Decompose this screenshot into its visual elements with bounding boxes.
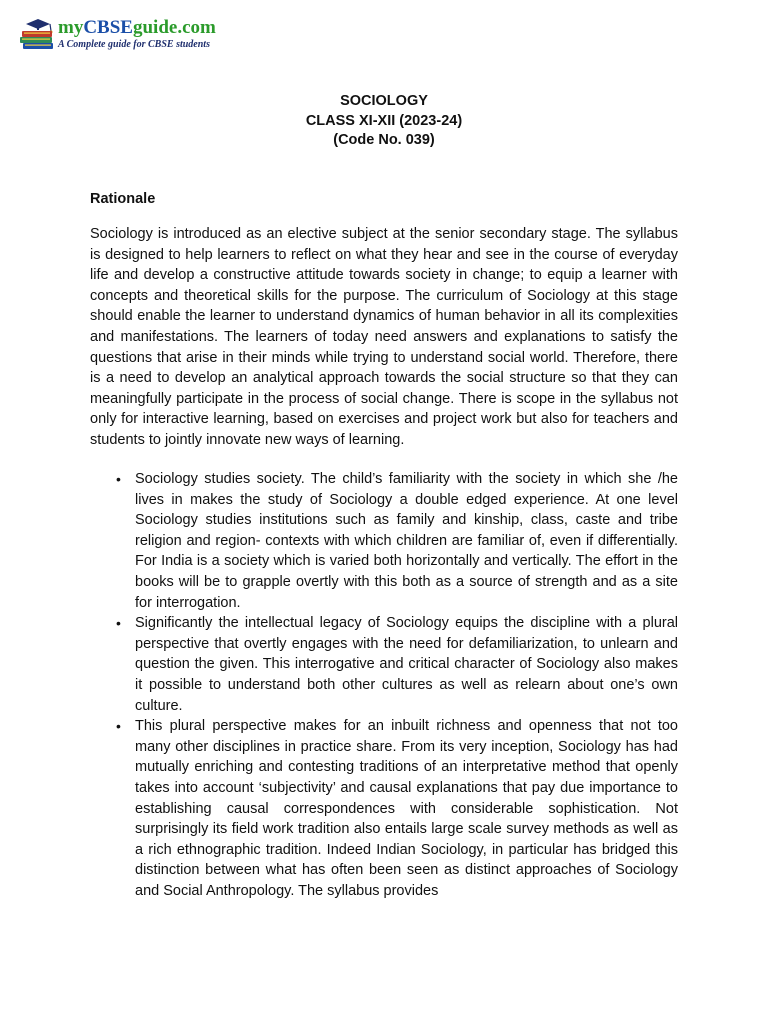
bullet-item <box>90 716 678 901</box>
bullet-icon: • <box>116 615 121 632</box>
code-line: (Code No. 039) <box>333 132 435 148</box>
bullet-item <box>90 613 678 716</box>
logo-cbse: CBSE <box>83 17 133 38</box>
logo-tagline: A Complete guide for CBSE students <box>58 39 210 50</box>
bullet-icon: • <box>116 718 121 735</box>
logo-my: my <box>58 17 84 38</box>
bullet-item <box>90 469 678 613</box>
books-logo-icon <box>18 16 58 52</box>
section-heading: Rationale <box>90 191 156 207</box>
bullet-list <box>90 469 678 901</box>
bullet-text: Sociology studies society. The child’s familiarity with the society in which she /he lives in makes the study of Sociology a double edged experience. At one level Sociology studies institutions such as family and kinship, class, caste and tribe religion and region- contexts with which children are familiar of, even if differentially. For India is a society which is varied both horizontally and vertically. The effort in the books will be to grapple overtly with this both as a source of strength and as a site for interrogation. <box>135 471 678 611</box>
bullet-text: Significantly the intellectual legacy of Sociology equips the discipline with a plural perspective that overtly engages with the need for defamiliarization, to unlearn and question the given. This interrogative and critical character of Sociology also makes it possible to understand both other cultures as well as relearn about one’s own culture. <box>135 615 678 714</box>
bullet-icon: • <box>116 471 121 487</box>
logo-wordmark <box>58 18 216 38</box>
logo-com: .com <box>177 17 216 38</box>
class-line: CLASS XI-XII (2023-24) <box>305 112 463 129</box>
bullet-text: This plural perspective makes for an inbuilt richness and openness that not too many other disciplines in practice share. From its very inception, Sociology has had mutually enriching and contesting traditions of an interpretative method that openly takes into account ‘subjectivity’ and causal explanations that pay due importance to establishing causal correspondences with considerable sophistication. Not surprisingly its field work tradition also entails large scale survey methods as well as a rich ethnographic tradition. Indeed Indian Sociology, in particular has bridged this distinction between what has often been seen as distinct approaches of Sociology and Social Anthropology. The syllabus provides <box>135 718 678 899</box>
document-header <box>0 92 768 151</box>
site-logo[interactable] <box>18 14 218 54</box>
rationale-paragraph: Sociology is introduced as an elective subject at the senior secondary stage. The syllabus is designed to help learners to reflect on what they hear and see in the course of everyday life and develop a constructive attitude towards society in change; to equip a learner with concepts and theoretical skills for the purpose. The curriculum of Sociology at this stage should enable the learner to understand dynamics of human behavior in all its complexities and manifestations. The learners of today need answers and explanations to satisfy the questions that arise in their minds while trying to understand social world. Therefore, there is a need to develop an analytical approach towards the social structure so that they can meaningfully participate in the process of social change. There is scope in the syllabus not only for interactive learning, based on exercises and project work but also for teachers and students to jointly innovate new ways of learning. <box>90 226 678 448</box>
subject-title: SOCIOLOGY <box>340 93 428 109</box>
logo-guide: guide <box>132 17 178 38</box>
